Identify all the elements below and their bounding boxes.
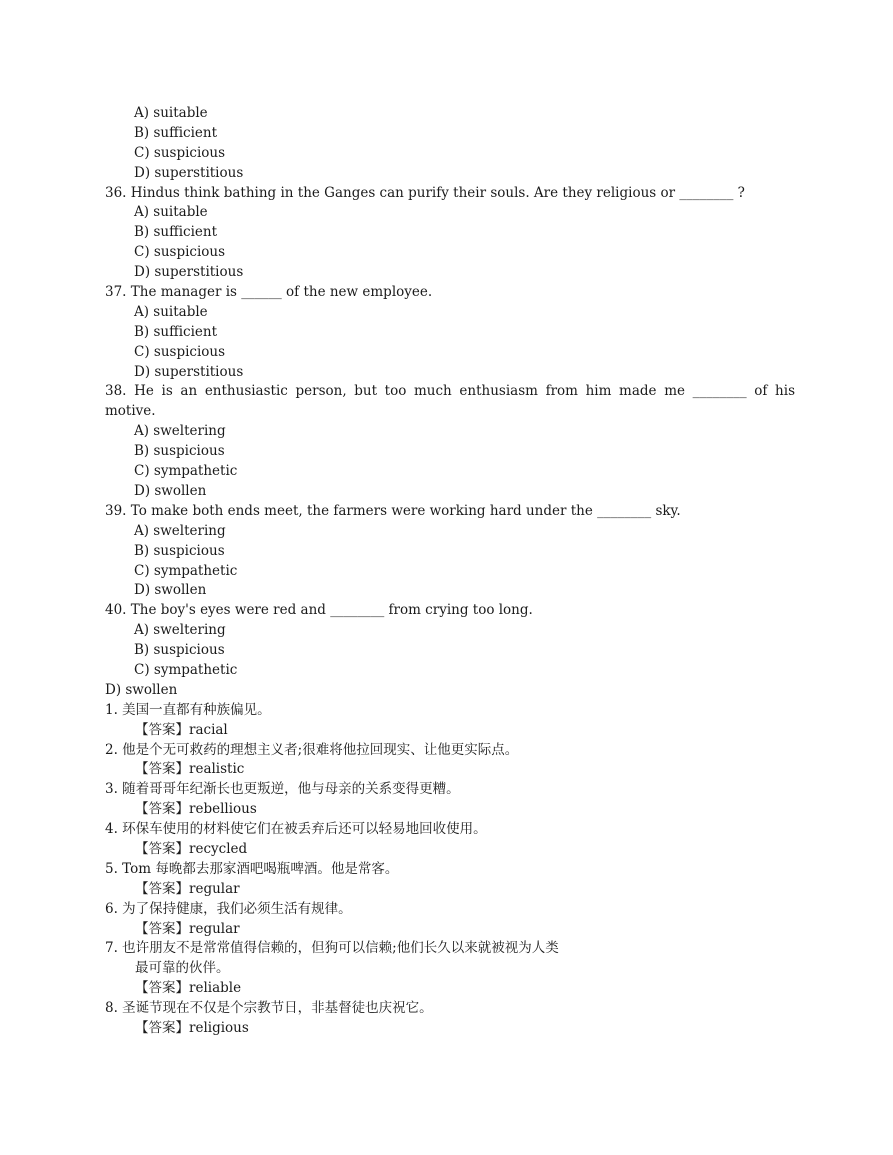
option: C) suspicious — [134, 144, 226, 161]
option: D) swollen — [134, 582, 207, 599]
option: C) suspicious — [134, 343, 226, 360]
question-stem: 38. He is an enthusiastic person, but too much enthusiasm from him made me ________ of his motive. — [105, 383, 795, 420]
option: B) suspicious — [134, 642, 225, 659]
answer-line: 【答案】regular — [135, 920, 240, 937]
answer-line: 【答案】regular — [135, 880, 240, 897]
question-35-options — [105, 104, 795, 184]
question-stem: 36. Hindus think bathing in the Ganges can purify their souls. Are they religious or ________ ? — [105, 184, 745, 201]
translation-item-6 — [105, 900, 795, 940]
answer-line: 【答案】racial — [135, 721, 228, 738]
translation-sentence: 4. 环保车使用的材料使它们在被丢弃后还可以轻易地回收使用。 — [105, 821, 487, 838]
option: D) swollen — [134, 482, 207, 499]
question-36 — [105, 184, 795, 283]
option: D) swollen — [105, 681, 178, 698]
option: D) superstitious — [134, 264, 244, 281]
question-38 — [105, 382, 795, 501]
option: B) suspicious — [134, 542, 225, 559]
translation-item-2 — [105, 741, 795, 781]
translation-item-1 — [105, 701, 795, 741]
option: A) sweltering — [134, 622, 226, 639]
translation-sentence: 3. 随着哥哥年纪渐长也更叛逆，他与母亲的关系变得更糟。 — [105, 781, 460, 798]
translation-sentence: 7. 也许朋友不是常常值得信赖的，但狗可以信赖;他们长久以来就被视为人类 — [105, 940, 559, 957]
option: C) sympathetic — [134, 463, 238, 480]
answer-line: 【答案】religious — [135, 1020, 249, 1036]
translation-sentence: 8. 圣诞节现在不仅是个宗教节日，非基督徒也庆祝它。 — [105, 1000, 433, 1017]
option: C) sympathetic — [134, 562, 238, 579]
option: B) suspicious — [134, 443, 225, 460]
answer-line: 【答案】rebellious — [135, 801, 257, 818]
question-stem: 37. The manager is ______ of the new employee. — [105, 284, 433, 301]
option: A) suitable — [134, 204, 208, 221]
option: B) sufficient — [134, 124, 217, 141]
translation-continuation: 最可靠的伙伴。 — [135, 960, 230, 977]
translation-sentence: 6. 为了保持健康，我们必须生活有规律。 — [105, 900, 352, 917]
question-37 — [105, 283, 795, 382]
translation-sentence: 2. 他是个无可救药的理想主义者;很难将他拉回现实、让他更实际点。 — [105, 741, 519, 758]
option: C) suspicious — [134, 244, 226, 261]
translation-item-7 — [105, 939, 795, 999]
question-40 — [105, 601, 795, 700]
document-page — [105, 104, 795, 1039]
translation-sentence: 1. 美国一直都有种族偏见。 — [105, 701, 271, 718]
translation-item-5 — [105, 860, 795, 900]
option: C) sympathetic — [134, 661, 238, 678]
option: D) superstitious — [134, 363, 244, 380]
option: A) sweltering — [134, 522, 226, 539]
option: A) suitable — [134, 105, 208, 121]
option: A) sweltering — [134, 423, 226, 440]
translation-section — [105, 701, 795, 1039]
option: D) superstitious — [134, 164, 244, 181]
answer-line: 【答案】recycled — [135, 840, 248, 857]
option: A) suitable — [134, 303, 208, 320]
question-stem: 39. To make both ends meet, the farmers were working hard under the ________ sky. — [105, 502, 681, 519]
option: B) sufficient — [134, 323, 217, 340]
answer-line: 【答案】reliable — [135, 980, 242, 997]
translation-item-4 — [105, 820, 795, 860]
option: B) sufficient — [134, 224, 217, 241]
translation-item-8 — [105, 999, 795, 1039]
question-stem: 40. The boy's eyes were red and ________ from crying too long. — [105, 602, 533, 619]
question-39 — [105, 502, 795, 601]
translation-sentence: 5. Tom 每晚都去那家酒吧喝瓶啤酒。他是常客。 — [105, 860, 399, 877]
answer-line: 【答案】realistic — [135, 761, 245, 778]
translation-item-3 — [105, 780, 795, 820]
